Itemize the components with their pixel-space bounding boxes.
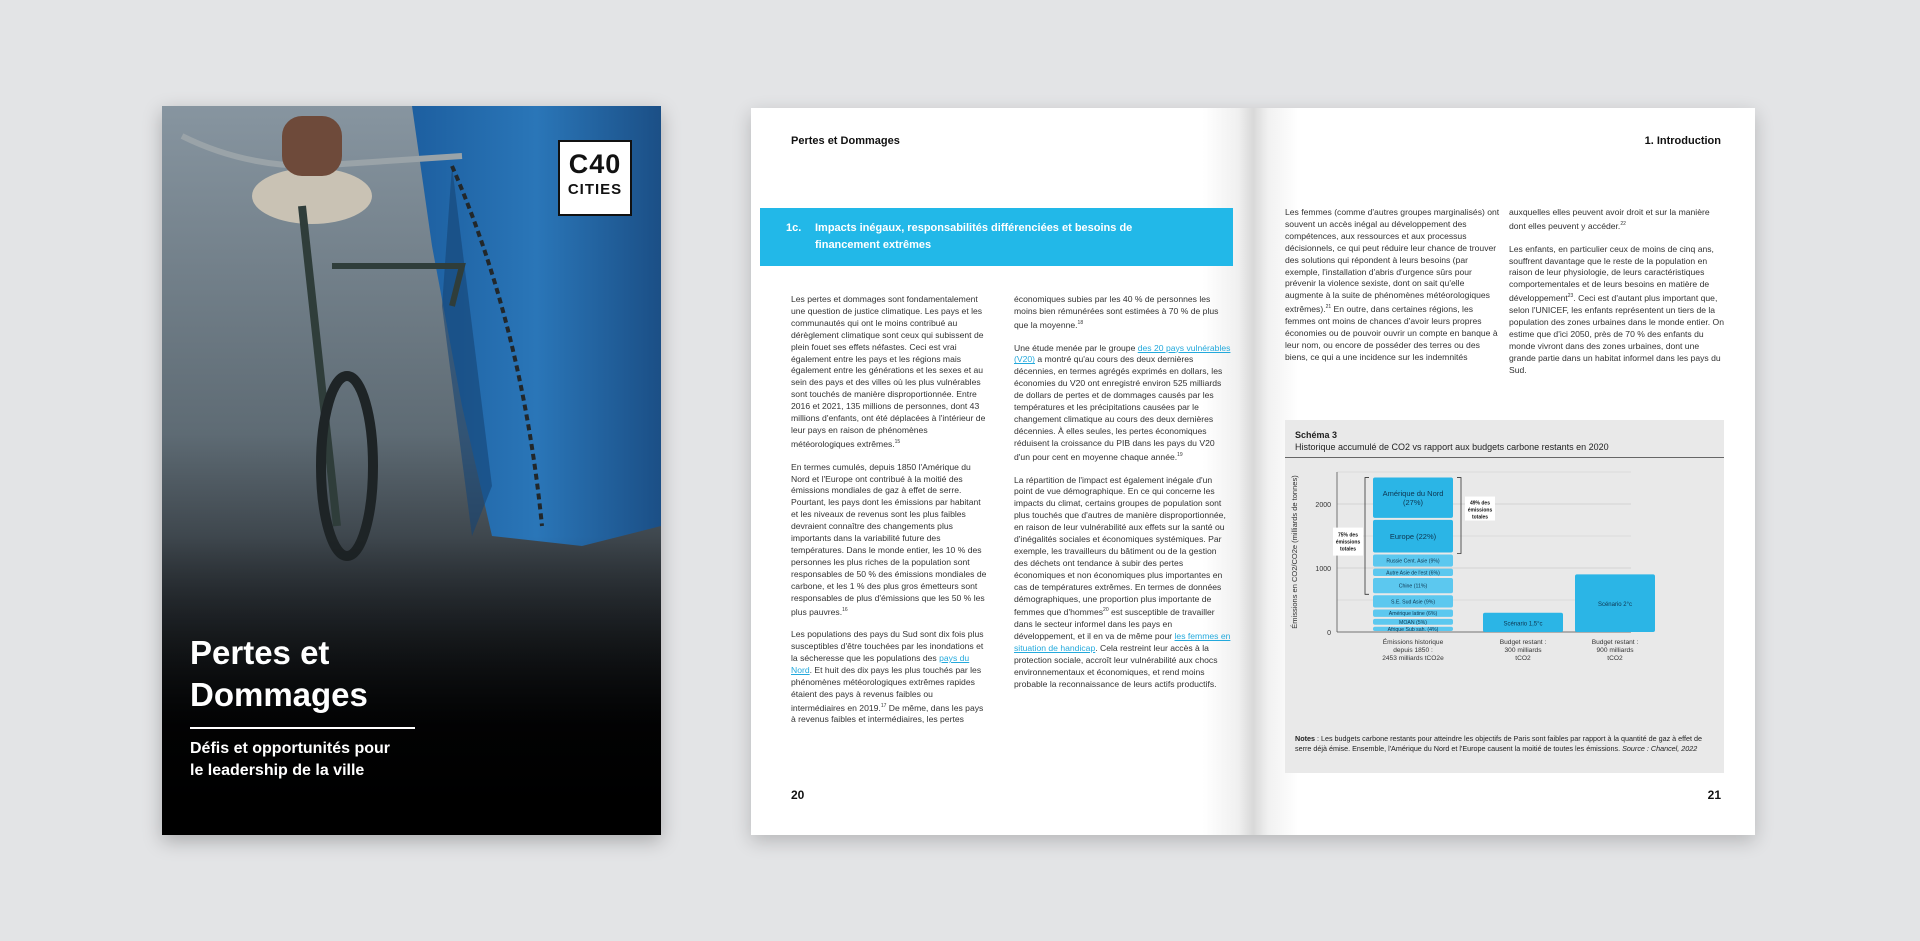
figure-divider	[1285, 457, 1724, 458]
x-category-label: tCO2	[1515, 655, 1531, 662]
paragraph: Les pertes et dommages sont fondamentalement une question de justice climatique. Les pays et les communautés qui ont le moins contribué au dérèglement climatique sont ceux qui subissent de plein fouet ses effets néfastes. Ceci est vrai également entre les pays et les régions mais également entre les générations et les sexes et au sein des pays et des villes où les plus vulnérables sont touchés de manière disproportionnée. Entre 2016 et 2021, 135 millions de personnes, dont 43 millions d'enfants, ont été déplacées à l'intérieur de leur pays en raison de phénomènes météorologiques extrêmes.$^{15}$	[791, 294, 986, 449]
notes-source: Source : Chancel, 2022	[1622, 743, 1698, 753]
section-title: Impacts inégaux, responsabilités différenciées et besoins de financement extrêmes	[815, 222, 1133, 251]
footnote-ref: 23	[1567, 293, 1574, 300]
footnote-ref: 16	[842, 606, 848, 613]
stack-segment-label: Afrique Sub sah. (4%)	[1387, 626, 1439, 633]
link-femmes-handicap[interactable]: les femmes en situation de handicap	[1014, 631, 1231, 654]
section-number: 1c.	[786, 222, 802, 234]
section-heading-band	[760, 208, 1233, 266]
page-number-left: 20	[791, 788, 805, 802]
stack-segment-label: Chine (11%)	[1398, 583, 1428, 590]
x-category-label: depuis 1850 :	[1393, 647, 1433, 654]
cover-title-line1: Pertes et	[190, 634, 330, 671]
stack-segment-label: (27%)	[1402, 498, 1424, 508]
budget-bar-label: Scénario 2°c	[1597, 602, 1633, 609]
logo-line2: CITIES	[567, 181, 623, 198]
running-head-right: 1. Introduction	[1644, 135, 1721, 147]
figure-notes	[1295, 734, 1715, 753]
footnote-ref: 15	[894, 438, 901, 445]
link-v20[interactable]: des 20 pays vulnérables (V20)	[1014, 342, 1231, 365]
budget-bar-label: Scénario 1,5°c	[1503, 621, 1543, 628]
annotation-text: 75% des	[1337, 532, 1359, 539]
left-page-column-1	[791, 294, 989, 737]
right-page-column-2	[1509, 207, 1726, 388]
stack-segment-label: Autre Asie de l'est (6%)	[1386, 570, 1440, 577]
y-tick-label: 0	[1327, 630, 1331, 637]
annotation-text: totales	[1339, 546, 1357, 553]
figure-schema-3	[1285, 420, 1724, 773]
stack-segment-label: Amérique latine (6%)	[1388, 611, 1438, 618]
footnote-ref: 18	[1077, 319, 1084, 326]
annotation-text: 49% des	[1469, 500, 1491, 507]
x-category-label: Budget restant :	[1591, 639, 1639, 646]
annotation-text: émissions	[1335, 539, 1361, 546]
book-cover	[162, 106, 661, 835]
paragraph: économiques subies par les 40 % de personnes les moins bien rémunérées sont estimées à 70 % de plus que la moyenne.$^{18}$	[1014, 294, 1219, 330]
paragraph: auxquelles elles peuvent avoir droit et sur la manière dont elles peuvent y accéder.$^{22}$	[1509, 207, 1710, 231]
cover-subtitle-line2: le leadership de la ville	[190, 762, 365, 779]
cover-title	[190, 632, 550, 716]
notes-label: Notes	[1295, 734, 1315, 743]
cover-divider	[190, 727, 415, 729]
paragraph: Les femmes (comme d'autres groupes marginalisés) ont souvent un accès inégal au développement des compétences, aux ressources et aux processus décisionnels, ce qui peut réduire leur chance de trouver des solutions qui répondent à leurs besoins (par exemple, l'installation d'abris d'urgence sûrs pour prévenir la violence sexiste, dont on sait qu'elle augmente à la suite de phénomènes météorologiques extrêmes).$^{21}$ En outre, dans certaines régions, les femmes ont moins de chances d'avoir leurs propres économies ou de pouvoir ouvrir un compte en banque à leur nom, ou encore de posséder des terres ou des biens, ce qui a une incidence sur les indemnités	[1285, 207, 1500, 362]
figure-title: Historique accumulé de CO2 vs rapport aux budgets carbone restants en 2020	[1295, 442, 1609, 452]
page-20	[751, 108, 1253, 835]
figure-label: Schéma 3	[1295, 430, 1338, 440]
x-category-label: Émissions historique	[1382, 639, 1444, 646]
footnote-ref: 19	[1177, 451, 1183, 458]
right-page-column-1	[1285, 207, 1500, 375]
stack-segment-label: Russie Cent. Asie (9%)	[1386, 558, 1440, 565]
stack-segment-label: Europe (22%)	[1389, 532, 1437, 542]
paragraph: Une étude menée par le groupe des 20 pays vulnérables (V20) a montré qu'au cours des deux dernières décennies, en termes agrégés exprimés en dollars, les économies du V20 ont enregistré environ 525 milliards de dollars de pertes et de dommages causés par les températures et les précipitations causées par le changement climatique au cours des deux dernières décennies. À elles seules, les pertes économiques réduisent la croissance du PIB dans les pays du V20 d'un pour cent en moyenne chaque année.$^{19}$	[1014, 342, 1231, 462]
annotation-text: totales	[1471, 514, 1489, 521]
footnote-ref: 20	[1103, 607, 1109, 614]
y-axis-label: Émissions en CO2/CO2e (milliards de tonnes)	[1290, 475, 1299, 629]
y-tick-label: 1000	[1315, 566, 1331, 573]
x-category-label: 900 milliards	[1596, 647, 1634, 654]
cover-title-line2: Dommages	[190, 676, 368, 713]
paragraph: La répartition de l'impact est également inégale d'un point de vue démographique. En ce qui concerne les impacts du climat, certains groupes de population sont plus touchés que d'autres de manière disproportionnée, en raison de leur vulnérabilité aux effets sur la santé ou d'inégalités sociales et économiques systémiques. Par exemple, les travailleurs du bâtiment ou de la gestion des déchets ont tendance à subir des pertes économiques et non économiques plus importantes en cas de températures extrêmes. En termes de données démographiques, une proportion plus importante de femmes que d'hommes$^{20}$ est susceptible de travailler dans le secteur informel dans les pays en développement, et il en va de même pour les femmes en situation de handicap. Cela restreint leur accès à la protection sociale, accroît leur vulnérabilité aux chocs environnementaux et économiques, et rend moins probable la reconnaissance de leurs actifs productifs.	[1014, 474, 1231, 689]
stack-segment-label: S.E. Sud Asie (9%)	[1390, 599, 1436, 606]
paragraph: En termes cumulés, depuis 1850 l'Amérique du Nord et l'Europe ont contribué à la moitié des émissions mondiales de gaz à effet de serre. Pourtant, les pays dont les émissions par habitant et les niveaux de revenus sont les plus faibles devraient connaître des changements plus importants dans la variabilité future des températures. Dans le monde entier, les 10 % des personnes les plus riches de la population sont responsables de 50 % des émissions mondiales de carbone, et les 1 % des plus gros émetteurs sont responsables de plus d'émissions que les 50 % les plus pauvres.$^{16}$	[791, 461, 987, 617]
footnote-ref: 22	[1620, 220, 1626, 227]
page-21	[1253, 108, 1755, 835]
book-spread	[751, 108, 1755, 835]
footnote-ref: 21	[1325, 304, 1332, 311]
y-tick-label: 2000	[1315, 502, 1331, 509]
stack-segment-label: MOAN (5%)	[1399, 619, 1427, 626]
co2-chart	[1285, 460, 1724, 734]
cover-subtitle	[190, 738, 490, 782]
bracket-right	[1457, 478, 1461, 554]
paragraph: Les enfants, en particulier ceux de moins de cinq ans, souffrent davantage que le reste de la population en raison de leur physiologie, de leurs caractéristiques comportementales et de leurs besoins en matière de développement$^{23}$. Ceci est d'autant plus important que, selon l'UNICEF, les enfants représentent un tiers de la population des zones urbaines dans le monde entier. On estime que d'ici 2050, près de 70 % des enfants du monde vivront dans des zones urbaines, dont une grande partie dans un habitat informel dans les pays du Sud.	[1509, 243, 1724, 375]
link-pays-du-nord[interactable]: pays du Nord	[791, 653, 970, 675]
running-head-left: Pertes et Dommages	[791, 135, 900, 147]
x-category-label: 300 milliards	[1504, 647, 1542, 654]
x-category-label: 2453 milliards tCO2e	[1382, 655, 1444, 662]
footnote-ref: 17	[880, 702, 887, 709]
x-category-label: tCO2	[1607, 655, 1623, 662]
cover-subtitle-line1: Défis et opportunités pour	[190, 740, 390, 757]
stack-segment-label: Amérique du Nord	[1382, 489, 1444, 499]
annotation-text: émissions	[1467, 507, 1493, 514]
x-category-label: Budget restant :	[1499, 639, 1547, 646]
paragraph: Les populations des pays du Sud sont dix fois plus susceptibles d'être touchées par les inondations et la sécheresse que les populations des pays du Nord. Et huit des dix pays les plus touchés par les phénomènes météorologiques extrêmes rapides étaient des pays à revenus faibles ou intermédiaires en 2019.17 De même, dans les pays à revenus faibles et intermédiaires, les pertes	[791, 629, 984, 725]
page-number-right: 21	[1707, 788, 1721, 802]
c40-cities-logo	[558, 140, 632, 216]
notes-text: : Les budgets carbone restants pour atteindre les objectifs de Paris sont faibles par rapport à la quantité de gaz à effet de serre déjà émise. Ensemble, l'Amérique du Nord et l'Europe causent la moitié de toutes les émissions.	[1295, 734, 1703, 753]
logo-line1: C40	[568, 149, 622, 179]
left-page-column-2	[1014, 294, 1231, 702]
